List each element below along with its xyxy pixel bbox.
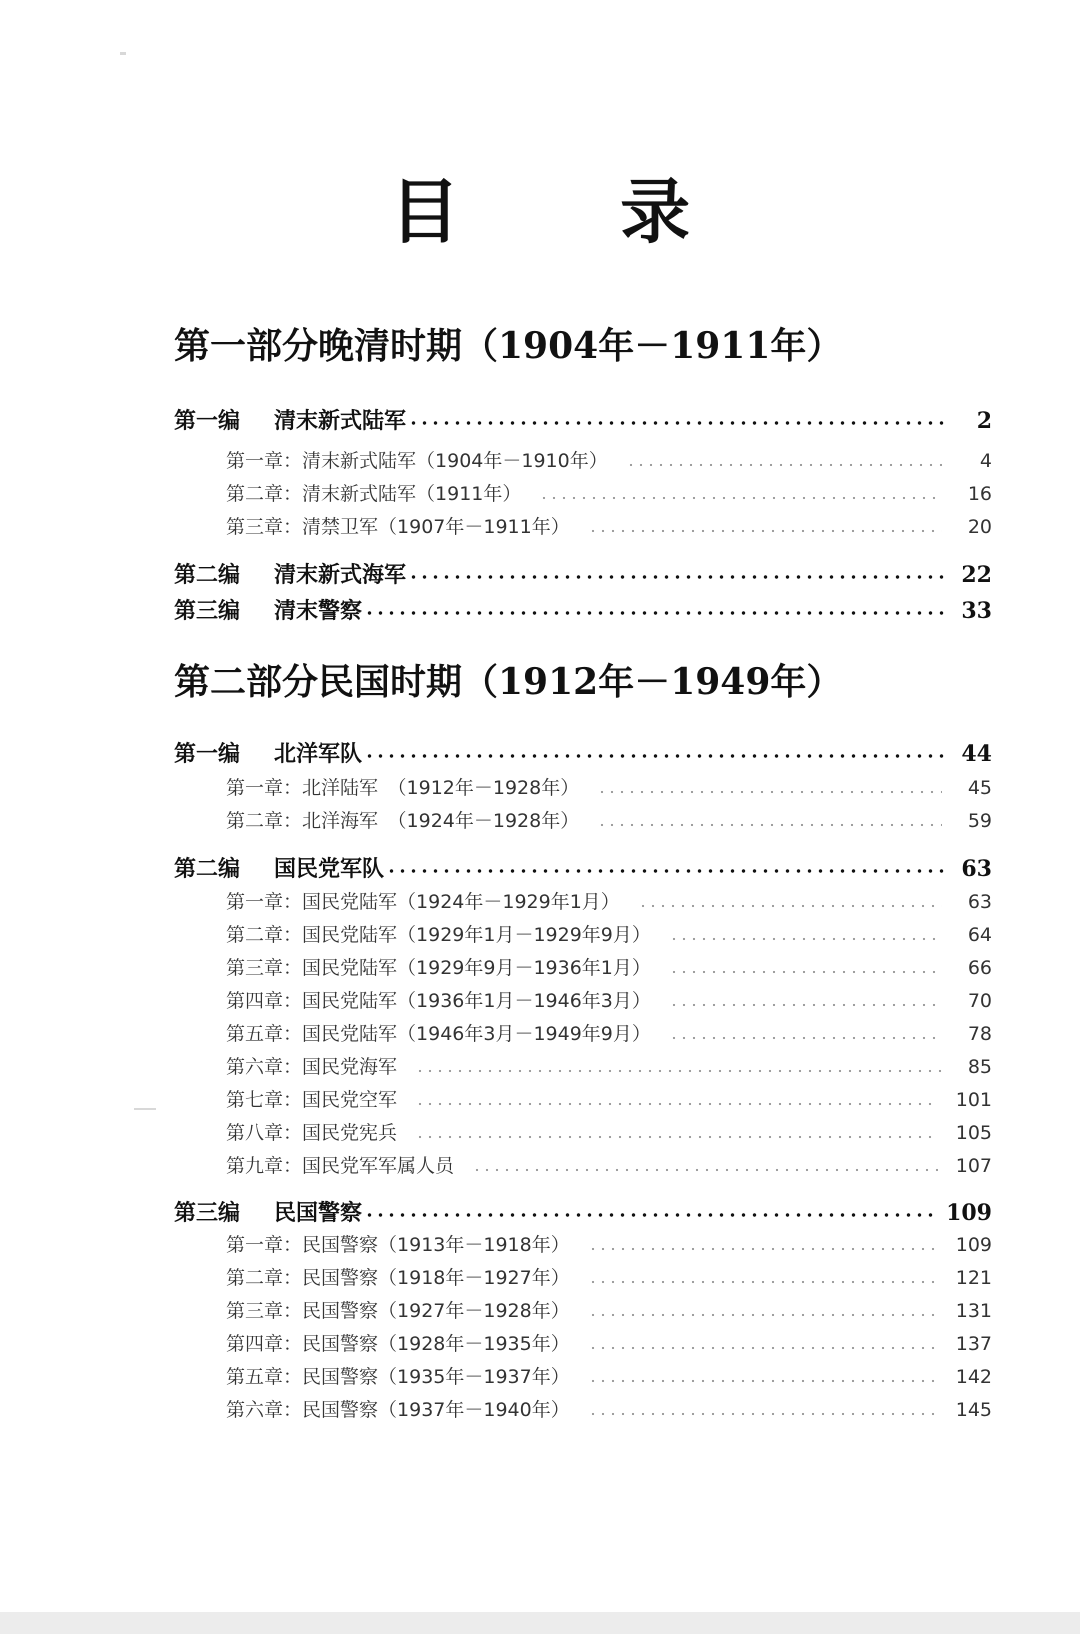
toc-chapter[interactable] xyxy=(226,986,992,1016)
chapter-label: 第一章： xyxy=(226,891,303,913)
toc-chapter[interactable] xyxy=(226,479,992,509)
chapter-title: 清禁卫军（1907年－1911年） xyxy=(302,516,570,538)
page-number: 142 xyxy=(955,1366,992,1388)
leader-dots xyxy=(364,754,948,758)
chapter-title: 国民党宪兵 xyxy=(302,1122,398,1144)
part-heading: 第二部分民国时期（1912年－1949年） xyxy=(174,661,843,703)
chapter-title: 国民党陆军（1929年9月－1936年1月） xyxy=(302,957,651,979)
chapter-label: 第一章： xyxy=(226,777,303,799)
chapter-label: 第一章： xyxy=(226,450,303,472)
leader-dots xyxy=(669,1003,942,1007)
leader-dots xyxy=(386,869,948,873)
section-title: 北洋军队 xyxy=(274,741,363,767)
chapter-title: 民国警察（1918年－1927年） xyxy=(302,1267,570,1289)
chapter-title: 民国警察（1935年－1937年） xyxy=(302,1366,570,1388)
leader-dots xyxy=(364,1213,936,1217)
page-number: 131 xyxy=(955,1300,992,1322)
leader-dots xyxy=(638,904,942,908)
chapter-title: 清末新式陆军（1911年） xyxy=(302,483,522,505)
toc-chapter[interactable] xyxy=(226,1329,992,1359)
toc-section[interactable] xyxy=(174,1196,992,1226)
leader-dots xyxy=(408,421,948,425)
section-title: 清末新式陆军 xyxy=(274,408,407,434)
page-number: 64 xyxy=(967,924,992,946)
leader-dots xyxy=(408,575,948,579)
page-number: 33 xyxy=(961,598,992,624)
leader-dots xyxy=(588,1346,938,1350)
leader-dots xyxy=(588,1247,938,1251)
toc-chapter[interactable] xyxy=(226,1230,992,1260)
page-number: 59 xyxy=(967,810,992,832)
toc-chapter[interactable] xyxy=(226,953,992,983)
chapter-title: 清末新式陆军（1904年－1910年） xyxy=(302,450,608,472)
page-number: 101 xyxy=(955,1089,992,1111)
page-title: 目 录 xyxy=(389,170,759,253)
leader-dots xyxy=(588,529,942,533)
chapter-label: 第二章： xyxy=(226,483,303,505)
scan-mark xyxy=(134,1108,156,1110)
leader-dots xyxy=(588,1313,938,1317)
page-number: 63 xyxy=(961,856,992,882)
toc-chapter[interactable] xyxy=(226,1019,992,1049)
chapter-label: 第一章： xyxy=(226,1234,303,1256)
chapter-title: 国民党陆军（1936年1月－1946年3月） xyxy=(302,990,651,1012)
toc-section[interactable] xyxy=(174,404,992,434)
page-number: 137 xyxy=(955,1333,992,1355)
chapter-label: 第五章： xyxy=(226,1366,303,1388)
leader-dots xyxy=(415,1102,938,1106)
chapter-title: 民国警察（1913年－1918年） xyxy=(302,1234,570,1256)
chapter-title: 国民党陆军（1924年－1929年1月） xyxy=(302,891,620,913)
page-number: 2 xyxy=(976,408,992,434)
page-number: 16 xyxy=(967,483,992,505)
leader-dots xyxy=(472,1168,938,1172)
chapter-label: 第六章： xyxy=(226,1399,303,1421)
leader-dots xyxy=(588,1280,938,1284)
leader-dots xyxy=(669,970,942,974)
chapter-label: 第四章： xyxy=(226,990,303,1012)
section-label: 第二编 xyxy=(174,562,241,588)
chapter-label: 第五章： xyxy=(226,1023,303,1045)
section-label: 第三编 xyxy=(174,1200,241,1226)
chapter-label: 第三章： xyxy=(226,1300,303,1322)
leader-dots xyxy=(364,611,948,615)
chapter-title: 国民党海军 xyxy=(302,1056,398,1078)
toc-chapter[interactable] xyxy=(226,1296,992,1326)
toc-chapter[interactable] xyxy=(226,1052,992,1082)
toc-chapter[interactable] xyxy=(226,1118,992,1148)
toc-chapter[interactable] xyxy=(226,1362,992,1392)
toc-chapter[interactable] xyxy=(226,1151,992,1181)
chapter-title: 国民党陆军（1929年1月－1929年9月） xyxy=(302,924,651,946)
leader-dots xyxy=(415,1069,942,1073)
section-title: 民国警察 xyxy=(274,1200,363,1226)
chapter-label: 第四章： xyxy=(226,1333,303,1355)
page-number: 109 xyxy=(955,1234,992,1256)
section-label: 第三编 xyxy=(174,598,241,624)
chapter-label: 第九章： xyxy=(226,1155,303,1177)
toc-section[interactable] xyxy=(174,852,992,882)
toc-section[interactable] xyxy=(174,737,992,767)
chapter-label: 第七章： xyxy=(226,1089,303,1111)
chapter-title: 民国警察（1928年－1935年） xyxy=(302,1333,570,1355)
scan-speck xyxy=(120,52,126,55)
page-number: 45 xyxy=(967,777,992,799)
chapter-label: 第三章： xyxy=(226,516,303,538)
leader-dots xyxy=(539,496,942,500)
page-number: 70 xyxy=(967,990,992,1012)
page-number: 66 xyxy=(967,957,992,979)
section-label: 第一编 xyxy=(174,741,241,767)
page-number: 22 xyxy=(961,562,992,588)
leader-dots xyxy=(588,1412,938,1416)
section-title: 清末新式海军 xyxy=(274,562,407,588)
page-number: 4 xyxy=(979,450,992,472)
leader-dots xyxy=(588,1379,938,1383)
chapter-label: 第二章： xyxy=(226,1267,303,1289)
section-label: 第二编 xyxy=(174,856,241,882)
toc-section[interactable] xyxy=(174,594,992,624)
chapter-title: 国民党军军属人员 xyxy=(302,1155,455,1177)
toc-chapter[interactable] xyxy=(226,773,992,803)
toc-chapter[interactable] xyxy=(226,1395,992,1425)
chapter-title: 民国警察（1927年－1928年） xyxy=(302,1300,570,1322)
page-number: 63 xyxy=(967,891,992,913)
chapter-title: 北洋陆军 （1912年－1928年） xyxy=(302,777,580,799)
chapter-label: 第二章： xyxy=(226,810,303,832)
toc-chapter[interactable] xyxy=(226,920,992,950)
page-edge-strip xyxy=(0,1612,1080,1634)
toc-chapter[interactable] xyxy=(226,1263,992,1293)
chapter-title: 北洋海军 （1924年－1928年） xyxy=(302,810,580,832)
page-number: 105 xyxy=(955,1122,992,1144)
page-number: 109 xyxy=(946,1200,992,1226)
chapter-label: 第三章： xyxy=(226,957,303,979)
leader-dots xyxy=(597,790,942,794)
section-title: 清末警察 xyxy=(274,598,363,624)
toc-chapter[interactable] xyxy=(226,512,992,542)
chapter-label: 第二章： xyxy=(226,924,303,946)
leader-dots xyxy=(415,1135,938,1139)
toc-section[interactable] xyxy=(174,558,992,588)
page-number: 107 xyxy=(955,1155,992,1177)
toc-chapter[interactable] xyxy=(226,806,992,836)
chapter-title: 国民党陆军（1946年3月－1949年9月） xyxy=(302,1023,651,1045)
page-number: 121 xyxy=(955,1267,992,1289)
leader-dots xyxy=(597,823,942,827)
chapter-title: 民国警察（1937年－1940年） xyxy=(302,1399,570,1421)
section-label: 第一编 xyxy=(174,408,241,434)
leader-dots xyxy=(669,937,942,941)
page-number: 44 xyxy=(961,741,992,767)
page-number: 85 xyxy=(967,1056,992,1078)
chapter-label: 第八章： xyxy=(226,1122,303,1144)
part-heading: 第一部分晚清时期（1904年－1911年） xyxy=(174,325,843,367)
chapter-label: 第六章： xyxy=(226,1056,303,1078)
toc-chapter[interactable] xyxy=(226,446,992,476)
toc-chapter[interactable] xyxy=(226,887,992,917)
leader-dots xyxy=(626,463,942,467)
chapter-title: 国民党空军 xyxy=(302,1089,398,1111)
toc-chapter[interactable] xyxy=(226,1085,992,1115)
section-title: 国民党军队 xyxy=(274,856,385,882)
leader-dots xyxy=(669,1036,942,1040)
page-number: 20 xyxy=(967,516,992,538)
page-number: 145 xyxy=(955,1399,992,1421)
page-number: 78 xyxy=(967,1023,992,1045)
